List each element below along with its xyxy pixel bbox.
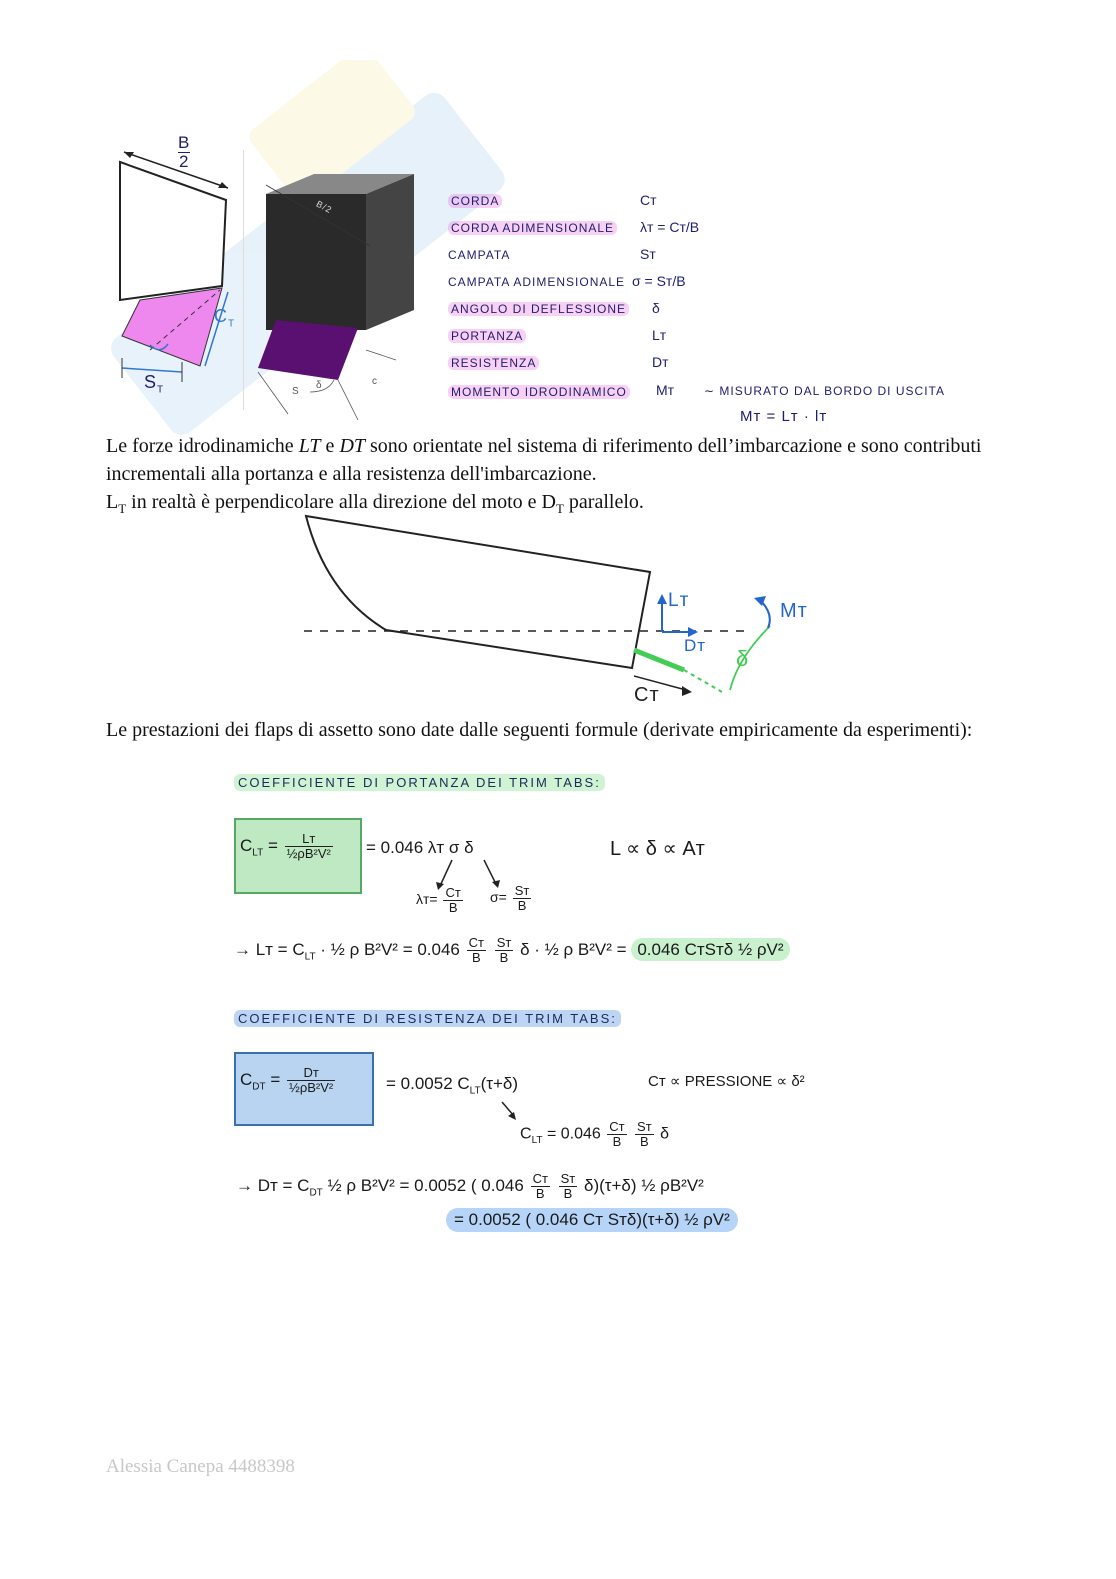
legend-symbol-angolo: δ	[652, 300, 660, 316]
legend-symbol-corda-adim: λᴛ = Cᴛ/B	[640, 219, 700, 235]
paragraph-performance: Le prestazioni dei flaps di assetto sono date dalle seguenti formule (derivate empiricamente da esperimenti):	[106, 719, 973, 741]
small-c-label: c	[372, 376, 378, 387]
half-beam-denominator: 2	[178, 152, 190, 171]
small-s-label: S	[292, 386, 300, 397]
chord-label: $C_T$	[214, 306, 236, 330]
small-delta-label: δ	[316, 380, 323, 391]
lambda-definition: λᴛ= $\frac{\text{Cᴛ}}{B}$	[416, 885, 461, 915]
cl-formula: $C_{LT}$ = $\frac{\text{Lᴛ}}{\text{½ρB²V²}}$	[240, 831, 331, 861]
page-footer-author: Alessia Canepa 4488398	[106, 1456, 295, 1477]
legend-label-corda-adim: CORDA ADIMENSIONALE	[448, 221, 617, 235]
pressure-note: Cᴛ ∝ PRESSIONE ∝ δ²	[648, 1073, 805, 1090]
cl-rhs: = 0.046 λᴛ σ δ	[366, 838, 474, 857]
moment-formula: Mᴛ = Lᴛ · lᴛ	[740, 408, 828, 425]
proportional-relation: L ∝ δ ∝ Aᴛ	[610, 838, 705, 860]
clt-arrow	[498, 1100, 522, 1124]
legend-label-momento: MOMENTO IDRODINAMICO	[448, 385, 630, 399]
legend-symbol-resistenza: Dᴛ	[652, 354, 669, 370]
lift-expansion: → Lᴛ = $C_{LT}$ · ½ ρ B²V² = 0.046 $\frac{\text{Cᴛ}}{B}$ $\frac{\text{Sᴛ}}{B}$ δ · ½ ρ B²V² = 0.046 CᴛSᴛδ ½ ρV²	[234, 936, 790, 965]
paragraph-direction: $L_T$ in realtà è perpendicolare alla direzione del moto e $D_T$ parallelo.	[106, 491, 644, 516]
hull-forces-figure	[300, 510, 820, 710]
half-beam-label	[178, 134, 190, 171]
moment-force-label: Mᴛ	[780, 600, 808, 622]
half-beam-numerator: B	[178, 133, 191, 152]
legend-symbol-campata-adim: σ = Sᴛ/B	[632, 273, 686, 289]
legend-symbol-corda: Cᴛ	[640, 192, 657, 208]
drag-expansion: → Dᴛ = $C_{DT}$ ½ ρ B²V² = 0.0052 ( 0.046 $\frac{\text{Cᴛ}}{B}$ $\frac{\text{Sᴛ}}{B}$ δ)(τ+δ) ½ ρB²V²	[236, 1171, 704, 1201]
legend-label-campata-adim: CAMPATA ADIMENSIONALE	[448, 275, 626, 289]
legend-label-corda: CORDA	[448, 194, 502, 208]
span-label: $S_T$	[144, 372, 165, 396]
legend-label-campata: CAMPATA	[448, 248, 511, 262]
delta-angle-label: δ	[736, 646, 750, 671]
legend-label-portanza: PORTANZA	[448, 329, 526, 343]
cd-rhs: = 0.0052 $C_{LT}(\tau+\delta)$	[386, 1074, 519, 1097]
legend-symbol-momento: Mᴛ	[656, 382, 675, 398]
legend-label-angolo: ANGOLO DI DEFLESSIONE	[448, 302, 629, 316]
drag-result: = 0.0052 ( 0.046 Cᴛ Sᴛδ)(τ+δ) ½ ρV²	[446, 1208, 738, 1232]
sigma-definition: σ= $\frac{\text{Sᴛ}}{B}$	[490, 883, 530, 913]
lift-force-label: Lᴛ	[668, 590, 690, 611]
paragraph-forces: Le forze idrodinamiche LT e DT sono orientate nel sistema di riferimento dell’imbarcazione e sono contributi incrementali alla portanza e alla resistenza dell'imbarcazione.	[106, 435, 982, 485]
legend-symbol-campata: Sᴛ	[640, 246, 656, 262]
tab-chord-label: Cᴛ	[634, 684, 660, 706]
legend-symbol-portanza: Lᴛ	[652, 327, 667, 343]
cd-formula: $C_{DT}$ = $\frac{\text{Dᴛ}}{\text{½ρB²V²}}$	[240, 1065, 334, 1095]
lift-result-highlight: 0.046 CᴛSᴛδ ½ ρV²	[631, 938, 789, 961]
clt-substitution: $C_{LT} = 0.046$ $\frac{\text{Cᴛ}}{B}$ $\frac{\text{Sᴛ}}{B}$ δ	[520, 1119, 670, 1149]
drag-force-label: Dᴛ	[684, 636, 707, 655]
box-b2-label: B/2	[314, 198, 334, 216]
lift-section-heading: COEFFICIENTE DI PORTANZA DEI TRIM TABS:	[234, 774, 605, 791]
legend-label-resistenza: RESISTENZA	[448, 356, 539, 370]
moment-note: ∼ MISURATO DAL BORDO DI USCITA	[704, 384, 945, 398]
drag-section-heading: COEFFICIENTE DI RESISTENZA DEI TRIM TABS:	[234, 1010, 621, 1027]
